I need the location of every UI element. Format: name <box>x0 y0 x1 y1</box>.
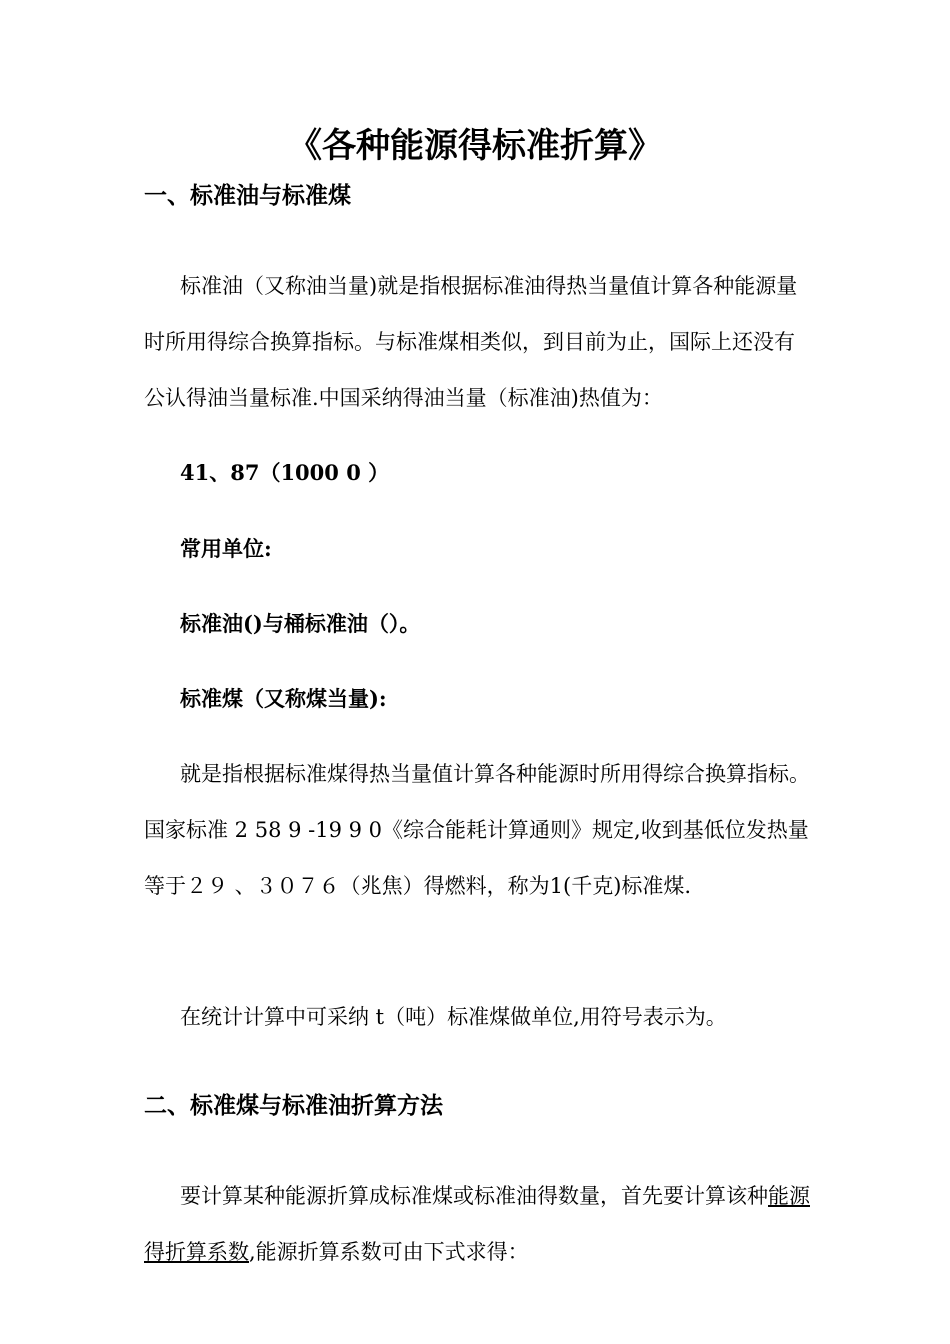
oil-equivalent-value: 41、87（1000 0 ） <box>180 460 390 485</box>
document-title: 《各种能源得标准折算》 <box>288 126 662 166</box>
common-units-line <box>180 609 420 639</box>
section-heading-2: 二、标准煤与标准油折算方法 <box>144 1092 443 1119</box>
conversion-text: 要计算某种能源折算成标准煤或标准油得数量，首先要计算该种 <box>180 1184 768 1208</box>
paragraph-unit-ton: 在统计计算中可采纳 t（吨）标准煤做单位,用符号表示为。 <box>180 1005 727 1029</box>
standard-coal-label: 标准煤（又称煤当量): <box>180 686 387 711</box>
paragraph-standard-oil: 标准油（又称油当量)就是指根据标准油得热当量值计算各种能源量时所用得综合换算指标。与标准煤相类似，到目前为止，国际上还没有公认得油当量标准.中国采纳得油当量（标准油)热值为： <box>144 274 798 410</box>
common-units-label: 常用单位: <box>180 536 272 561</box>
conversion-tail: ,能源折算系数可由下式求得： <box>249 1240 529 1264</box>
paragraph-standard-coal: 就是指根据标准煤得热当量值计算各种能源时所用得综合换算指标。国家标准 2 58 9 -19 9 0《综合能耗计算通则》规定,收到基低位发热量等于２９ 、３０７６（兆焦）得燃料，称为1(千克)标准煤. <box>144 762 810 898</box>
section-heading-1: 一、标准油与标准煤 <box>144 182 351 209</box>
conversion-coefficient-link[interactable]: 能源得折算系数 <box>144 1184 810 1264</box>
units-line-text: 标准油()与桶标准油（）。 <box>180 611 421 636</box>
paragraph-conversion-method <box>144 1168 814 1280</box>
